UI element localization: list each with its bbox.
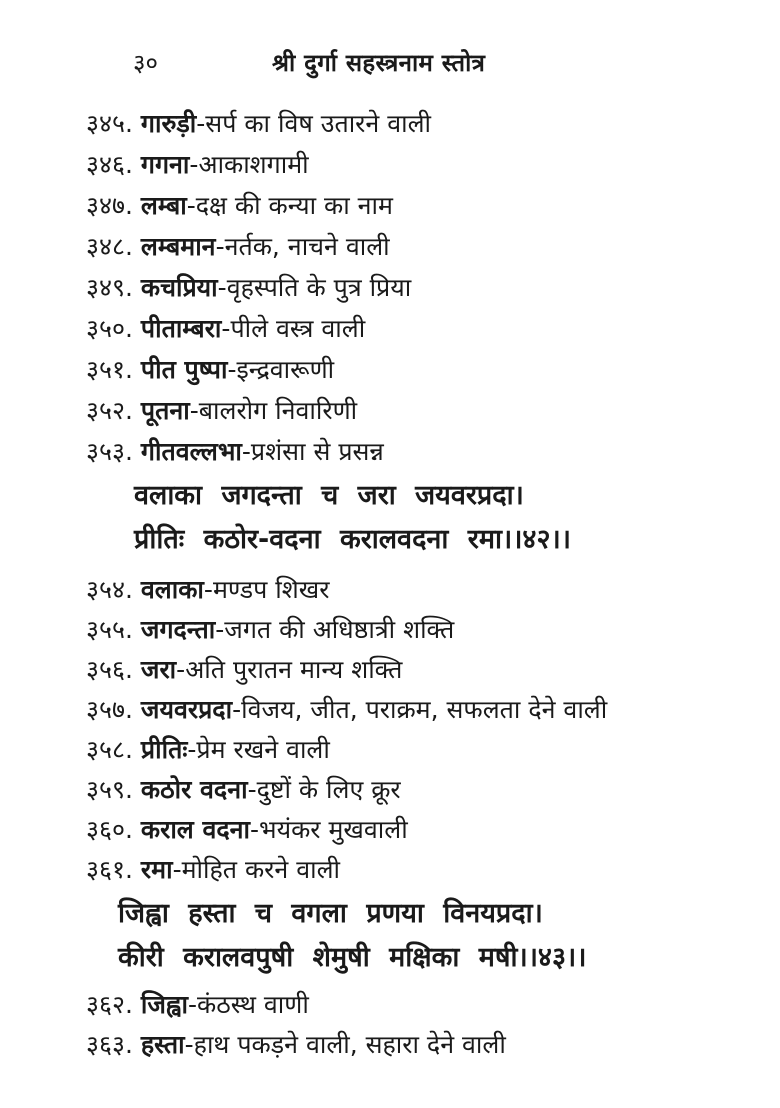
page-title: श्री दुर्गा सहस्त्रनाम स्तोत्र xyxy=(272,49,486,77)
name-entry: ३५६. जरा-अति पुरातन मान्य शक्ति xyxy=(86,655,403,684)
name-meaning: मण्डप शिखर xyxy=(212,575,330,604)
verse-42-line-1: वलाका जगदन्ता च जरा जयवरप्रदा। xyxy=(134,480,524,511)
page-header xyxy=(0,46,780,86)
name-meaning: मोहित करने वाली xyxy=(181,855,341,884)
name-entry: ३६१. रमा-मोहित करने वाली xyxy=(86,855,341,884)
name-entry: ३५७. जयवरप्रदा-विजय, जीत, पराक्रम, सफलता देने वाली xyxy=(86,695,608,724)
name-entry: ३५९. कठोर वदना-दुष्टों के लिए क्रूर xyxy=(86,775,401,804)
deity-name: कठोर वदना xyxy=(140,775,248,804)
deity-name: लम्बमान xyxy=(140,232,216,261)
deity-name: प्रीतिः xyxy=(140,735,188,764)
name-meaning: प्रशंसा से प्रसन्न xyxy=(250,437,384,466)
deity-name: गगना xyxy=(140,150,190,179)
name-entry: ३६२. जिह्वा-कंठस्थ वाणी xyxy=(86,990,309,1019)
name-entry: ३६०. कराल वदना-भयंकर मुखवाली xyxy=(86,815,408,844)
name-meaning: भयंकर मुखवाली xyxy=(259,815,408,844)
name-entry: ३४६. गगना-आकाशगामी xyxy=(86,150,309,179)
name-entry: ३५५. जगदन्ता-जगत की अधिष्ठात्री शक्ति xyxy=(86,615,455,644)
name-meaning: दक्ष की कन्या का नाम xyxy=(195,191,393,220)
deity-name: वलाका xyxy=(140,575,204,604)
deity-name: जिह्वा xyxy=(140,990,188,1019)
name-meaning: दुष्टों के लिए क्रूर xyxy=(256,775,401,804)
name-entry: ३४८. लम्बमान-नर्तक, नाचने वाली xyxy=(86,232,390,261)
deity-name: जगदन्ता xyxy=(140,615,216,644)
name-entry: ३४९. कचप्रिया-वृहस्पति के पुत्र प्रिया xyxy=(86,273,412,302)
name-entry: ३५०. पीताम्बरा-पीले वस्त्र वाली xyxy=(86,314,366,343)
deity-name: जरा xyxy=(140,655,177,684)
deity-name: गारुड़ी xyxy=(140,109,197,138)
deity-name: रमा xyxy=(140,855,173,884)
deity-name: कराल वदना xyxy=(140,815,250,844)
name-meaning: जगत की अधिष्ठात्री शक्ति xyxy=(224,615,455,644)
deity-name: कचप्रिया xyxy=(140,273,218,302)
deity-name: जयवरप्रदा xyxy=(140,695,233,724)
page-number: ३० xyxy=(133,49,158,77)
name-meaning: पीले वस्त्र वाली xyxy=(230,314,366,343)
deity-name: हस्ता xyxy=(140,1030,185,1059)
name-meaning: सर्प का विष उतारने वाली xyxy=(205,109,432,138)
deity-name: गीतवल्लभा xyxy=(140,437,242,466)
name-entry: ३५३. गीतवल्लभा-प्रशंसा से प्रसन्न xyxy=(86,437,384,466)
deity-name: पीत पुष्पा xyxy=(140,355,228,384)
name-entry: ३४५. गारुड़ी-सर्प का विष उतारने वाली xyxy=(86,109,432,138)
name-meaning: बालरोग निवारिणी xyxy=(198,396,358,425)
name-entry: ३६३. हस्ता-हाथ पकड़ने वाली, सहारा देने वाली xyxy=(86,1030,506,1059)
deity-name: पीताम्बरा xyxy=(140,314,222,343)
verse-42-line-2: प्रीतिः कठोर-वदना करालवदना रमा।।४२।। xyxy=(134,524,571,555)
name-meaning: आकाशगामी xyxy=(198,150,309,179)
name-meaning: प्रेम रखने वाली xyxy=(196,735,330,764)
name-meaning: विजय, जीत, पराक्रम, सफलता देने वाली xyxy=(241,695,608,724)
name-meaning: कंठस्थ वाणी xyxy=(197,990,309,1019)
name-meaning: वृहस्पति के पुत्र प्रिया xyxy=(226,273,412,302)
name-entry: ३४७. लम्बा-दक्ष की कन्या का नाम xyxy=(86,191,393,220)
name-entry: ३५२. पूतना-बालरोग निवारिणी xyxy=(86,396,358,425)
name-entry: ३५४. वलाका-मण्डप शिखर xyxy=(86,575,330,604)
deity-name: पूतना xyxy=(140,396,190,425)
name-meaning: अति पुरातन मान्य शक्ति xyxy=(185,655,403,684)
name-meaning: नर्तक, नाचने वाली xyxy=(224,232,390,261)
name-entry: ३५८. प्रीतिः-प्रेम रखने वाली xyxy=(86,735,330,764)
name-entry: ३५१. पीत पुष्पा-इन्द्रवारूणी xyxy=(86,355,335,384)
name-meaning: इन्द्रवारूणी xyxy=(236,355,335,384)
verse-43-line-2: कीरी करालवपुषी शेमुषी मक्षिका मषी।।४३।। xyxy=(118,942,587,973)
deity-name: लम्बा xyxy=(140,191,187,220)
verse-43-line-1: जिह्वा हस्ता च वगला प्रणया विनयप्रदा। xyxy=(118,898,543,929)
name-meaning: हाथ पकड़ने वाली, सहारा देने वाली xyxy=(193,1030,506,1059)
